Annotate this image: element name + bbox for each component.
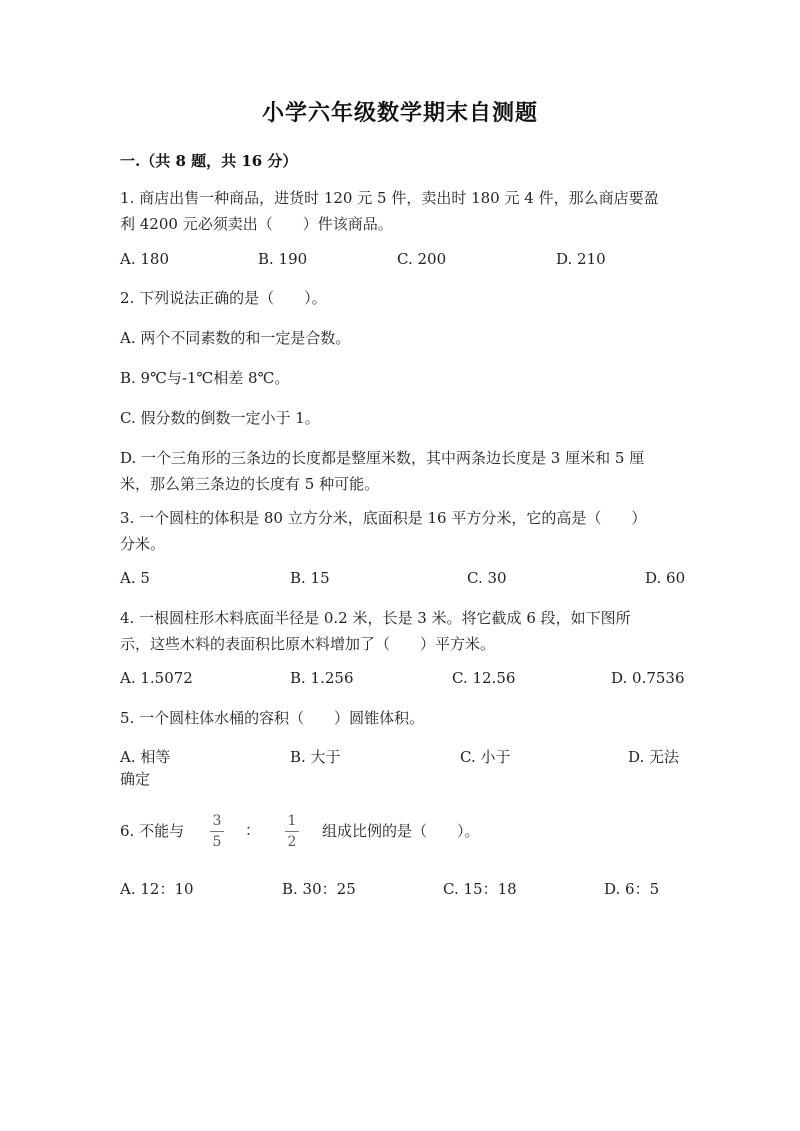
q5-option-b: B. 大于 (290, 748, 341, 766)
question-5 (120, 705, 680, 731)
fraction-1-numerator: 3 (212, 813, 222, 829)
q2-option-d-line-2: 米，那么第三条边的长度有 5 种可能。 (120, 475, 380, 493)
q1-option-b: B. 190 (258, 250, 308, 268)
q5-option-c: C. 小于 (460, 748, 511, 766)
q2-option-c-text: C. 假分数的倒数一定小于 1。 (120, 409, 320, 427)
q1-option-d: D. 210 (556, 250, 606, 268)
question-2-stem-text: 2. 下列说法正确的是（ ）。 (120, 289, 327, 307)
question-4-line-1: 4. 一根圆柱形木料底面半径是 0.2 米，长是 3 米。将它截成 6 段，如下图所 (120, 609, 631, 627)
q2-option-a-text: A. 两个不同素数的和一定是合数。 (120, 329, 351, 347)
q4-option-d: D. 0.7536 (611, 669, 685, 687)
q6-option-d: D. 6：5 (604, 880, 660, 898)
question-2-stem (120, 285, 680, 311)
question-1-line-2: 利 4200 元必须卖出（ ）件该商品。 (120, 215, 393, 233)
q5-option-d-wrap: 确定 (120, 770, 151, 788)
q3-option-a: A. 5 (120, 569, 150, 587)
question-4-line-2: 示，这些木料的表面积比原木料增加了（ ）平方米。 (120, 635, 496, 653)
question-3-line-1: 3. 一个圆柱的体积是 80 立方分米，底面积是 16 平方分米，它的高是（ ） (120, 509, 647, 527)
q2-option-d-line-1: D. 一个三角形的三条边的长度都是整厘米数，其中两条边长度是 3 厘米和 5 厘 (120, 449, 645, 467)
fraction-one-half (282, 812, 302, 851)
q5-option-a: A. 相等 (120, 748, 171, 766)
q4-option-c: C. 12.56 (452, 669, 516, 687)
section-heading: 一.（共 8 题，共 16 分） (120, 152, 298, 170)
q2-option-a (120, 325, 680, 351)
q3-option-c: C. 30 (467, 569, 507, 587)
fraction-2-bar (285, 831, 299, 832)
question-5-stem: 5. 一个圆柱体水桶的容积（ ）圆锥体积。 (120, 709, 425, 727)
question-1 (120, 185, 680, 237)
fraction-1-denominator: 5 (212, 834, 222, 850)
q1-option-c: C. 200 (397, 250, 447, 268)
page-title: 小学六年级数学期末自测题 (261, 100, 538, 126)
q3-option-b: B. 15 (290, 569, 330, 587)
q6-suffix: 组成比例的是（ ）。 (322, 822, 480, 840)
fraction-2-numerator: 1 (287, 813, 297, 829)
q1-option-a: A. 180 (120, 250, 169, 268)
question-3 (120, 505, 680, 557)
q5-option-d: D. 无法 (628, 748, 680, 766)
q6-option-a: A. 12：10 (120, 880, 194, 898)
q6-option-b: B. 30：25 (282, 880, 356, 898)
fraction-1-bar (210, 831, 224, 832)
ratio-colon: ： (245, 821, 261, 839)
q6-prefix: 6. 不能与 (120, 822, 185, 840)
fraction-2-denominator: 2 (287, 834, 297, 850)
q2-option-c (120, 405, 680, 431)
q4-option-b: B. 1.256 (290, 669, 354, 687)
q4-option-a: A. 1.5072 (120, 669, 193, 687)
fraction-three-fifths (207, 812, 227, 851)
question-3-line-2: 分米。 (120, 535, 166, 553)
question-1-line-1: 1. 商店出售一种商品，进货时 120 元 5 件，卖出时 180 元 4 件，那么商店要盈 (120, 189, 659, 207)
q2-option-b-text: B. 9℃与-1℃相差 8℃。 (120, 369, 290, 387)
question-4 (120, 605, 680, 657)
q2-option-b (120, 365, 680, 391)
q6-option-c: C. 15：18 (443, 880, 517, 898)
q2-option-d (120, 445, 680, 497)
q3-option-d: D. 60 (645, 569, 686, 587)
